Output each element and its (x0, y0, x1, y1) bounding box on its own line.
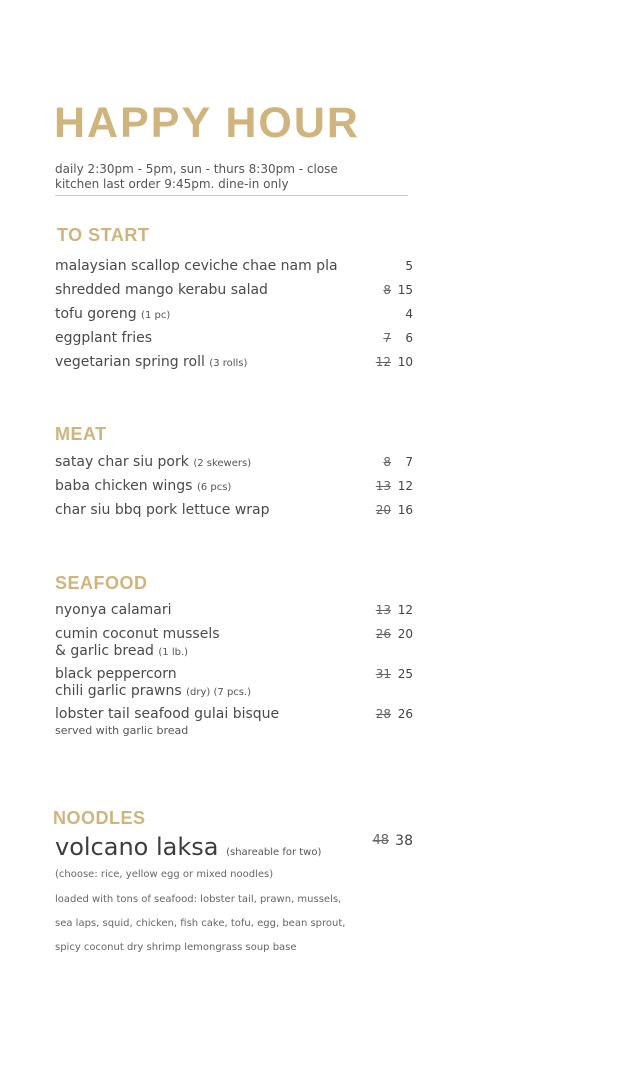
menu-item (55, 478, 413, 498)
item-description: (choose: rice, yellow egg or mixed noodles) (55, 869, 274, 880)
item-old-price: 13 (375, 603, 391, 617)
item-price: 15 (397, 283, 413, 297)
item-name-line2: chili garlic prawns (dry) (7 pcs.) (55, 683, 252, 699)
menu-item (55, 502, 413, 522)
hours-info (55, 162, 338, 192)
item-name: black peppercorn (55, 666, 177, 682)
item-old-price: 20 (375, 503, 391, 517)
item-description: sea laps, squid, chicken, fish cake, tofu, egg, bean sprout, (55, 918, 346, 929)
menu-item (55, 454, 413, 474)
item-name: satay char siu pork (2 skewers) (55, 454, 252, 470)
item-name: char siu bbq pork lettuce wrap (55, 502, 270, 518)
section-title-seafood: SEAFOOD (55, 573, 148, 593)
item-price: 10 (397, 355, 413, 369)
item-name: eggplant fries (55, 330, 153, 346)
item-price: 16 (397, 503, 413, 517)
item-name: cumin coconut mussels (55, 626, 220, 642)
item-note: (1 pc) (141, 310, 171, 321)
page-title: HAPPY HOUR (54, 99, 360, 147)
menu-item-featured (55, 833, 415, 861)
menu-item (55, 354, 413, 374)
item-old-price: 48 (372, 833, 389, 848)
item-price: 12 (397, 479, 413, 493)
item-price: 5 (405, 259, 413, 273)
item-name: malaysian scallop ceviche chae nam pla (55, 258, 338, 274)
item-note: (shareable for two) (226, 847, 322, 858)
item-old-price: 28 (375, 707, 391, 721)
divider (55, 195, 408, 196)
item-name: shredded mango kerabu salad (55, 282, 268, 298)
section-title-noodles: NOODLES (53, 808, 146, 828)
item-name: volcano laksa (shareable for two) (55, 833, 322, 861)
item-price: 26 (397, 707, 413, 721)
item-note: (1 lb.) (158, 647, 189, 658)
item-price: 4 (405, 307, 413, 321)
menu-item (55, 306, 413, 326)
menu-item (55, 626, 413, 660)
section-title-meat: MEAT (55, 424, 107, 444)
menu-item (55, 602, 413, 622)
item-name: nyonya calamari (55, 602, 172, 618)
item-price: 38 (395, 833, 413, 849)
menu-item (55, 282, 413, 302)
item-note: (3 rolls) (209, 358, 248, 369)
section-title-to-start: TO START (57, 225, 150, 245)
kitchen-note: kitchen last order 9:45pm. dine-in only (55, 177, 289, 191)
item-note: (2 skewers) (193, 458, 252, 469)
item-description: spicy coconut dry shrimp lemongrass soup base (55, 942, 297, 953)
item-old-price: 7 (383, 331, 391, 345)
item-description: served with garlic bread (55, 724, 189, 737)
item-name: lobster tail seafood gulai bisque (55, 706, 280, 722)
item-name: vegetarian spring roll (3 rolls) (55, 354, 248, 370)
item-old-price: 12 (375, 355, 391, 369)
item-old-price: 8 (383, 455, 391, 469)
item-price: 12 (397, 603, 413, 617)
item-name: baba chicken wings (6 pcs) (55, 478, 232, 494)
menu-item (55, 706, 413, 740)
item-price: 20 (397, 627, 413, 641)
item-old-price: 31 (375, 667, 391, 681)
item-old-price: 13 (375, 479, 391, 493)
menu-item (55, 666, 413, 700)
item-note: (6 pcs) (196, 482, 232, 493)
item-note: (dry) (7 pcs.) (186, 687, 252, 698)
item-description: loaded with tons of seafood: lobster tail, prawn, mussels, (55, 894, 342, 905)
menu-item (55, 330, 413, 350)
item-name-line2: & garlic bread (1 lb.) (55, 643, 189, 659)
item-name: tofu goreng (1 pc) (55, 306, 171, 322)
item-price: 25 (397, 667, 413, 681)
item-old-price: 8 (383, 283, 391, 297)
item-price: 7 (405, 455, 413, 469)
hours-line: daily 2:30pm - 5pm, sun - thurs 8:30pm - close (55, 162, 338, 176)
item-price: 6 (405, 331, 413, 345)
menu-item (55, 258, 413, 278)
item-old-price: 26 (375, 627, 391, 641)
